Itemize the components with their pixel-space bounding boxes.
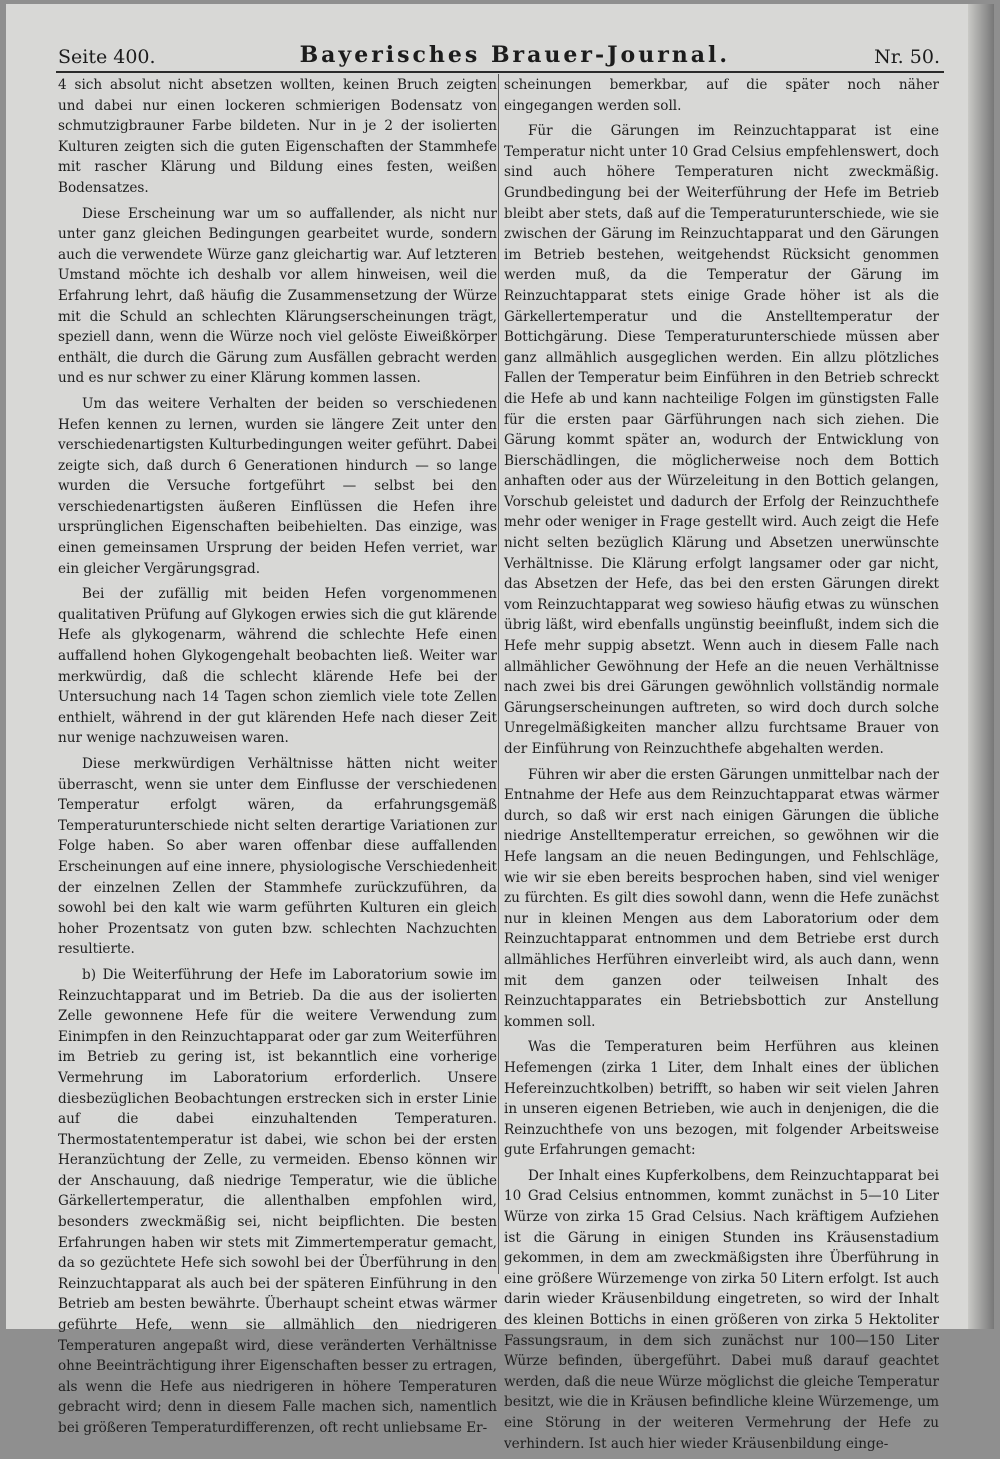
paragraph: Für die Gärungen im Reinzuchtapparat ist eine Temperatur nicht unter 10 Grad Celsius empfehlenswert, doch sind auch höhere Temperaturen nicht zweckmäßig. Grundbedingung bei der Weiterführung der Hefe im Betrieb bleibt aber stets, daß auf die Temperaturunterschiede, wie sie zwischen der Gärung im Reinzuchtapparat und den Gärungen im Betrieb bestehen, weitgehendst Rücksicht genommen werden muß, da die Temperatur der Gärung im Reinzuchtapparat stets einige Grade höher ist als die Gärkellertemperatur und die Anstelltemperatur der Bottichgärung. Diese Temperaturunterschiede müssen aber ganz allmählich ausgeglichen werden. Ein allzu plötzliches Fallen der Temperatur beim Einführen in den Betrieb schreckt die Hefe ab und kann nachteilige Folgen im günstigsten Falle für die ersten paar Gärführungen nach sich ziehen. Die Gärung kommt später an, wodurch der Entwicklung von Bierschädlingen, die möglicherweise noch dem Bottich anhaften oder aus der Würzeleitung in den Bottich gelangen, Vorschub geleistet und dadurch der Erfolg der Reinzuchthefe mehr oder weniger in Frage gestellt wird. Auch zeigt die Hefe nicht selten bezüglich Klärung und Absetzen unerwünschte Verhältnisse. Die Klärung erfolgt langsamer oder gar nicht, das Absetzen der Hefe, das bei den ersten Gärungen direkt vom Reinzuchtapparat weg sowieso häufig etwas zu wünschen übrig läßt, wird ebenfalls ungünstig beeinflußt, indem sich die Hefe mehr suppig absetzt. Wenn auch in diesem Falle nach allmählicher Gewöhnung der Hefe an die neuen Verhältnisse nach zwei bis drei Gärungen gewöhnlich vollständig normale Gärungserscheinungen auftreten, so wird doch durch solche Unregelmäßigkeiten mancher allzu furchtsame Brauer von der Einführung von Reinzuchthefe abgehalten werden. — [504, 123, 939, 757]
paragraph: Diese merkwürdigen Verhältnisse hätten nicht weiter überrascht, wenn sie unter dem Einflusse der verschiedenen Temperatur erfolgt wären, da erfahrungsgemäß Temperaturunterschiede nicht selten derartige Variationen zur Folge haben. So aber waren offenbar diese auffallenden Erscheinungen auf eine innere, physiologische Verschiedenheit der einzelnen Zellen der Stammhefe zurückzuführen, da sowohl bei den kalt wie warm geführten Kulturen ein gleich hoher Prozentsatz von guten bzw. schlechten Nachzuchten resultierte. — [58, 756, 497, 958]
paragraph: b) Die Weiterführung der Hefe im Laboratorium sowie im Reinzuchtapparat und im Betrieb. Da die aus der isolierten Zelle gewonnene Hefe für die weitere Verwendung zum Einimpfen in den Reinzuchtapparat oder gar zum Weiterführen im Betrieb zu gering ist, ist bekanntlich eine vorherige Vermehrung im Laboratorium erforderlich. Unsere diesbezüglichen Beobachtungen erstrecken sich in erster Linie auf die dabei einzuhaltenden Temperaturen. Thermostatentemperatur ist dabei, wie schon bei der ersten Heranzüchtung der Zelle, zu vermeiden. Ebenso können wir der Anschauung, daß niedrige Temperatur, wie die übliche Gärkellertemperatur, die allenthalben empfohlen wird, besonders zweckmäßig sei, nicht beipflichten. Die besten Erfahrungen haben wir stets mit Zimmertemperatur gemacht, da so gezüchtete Hefe sich sowohl bei der Überführung in den Reinzuchtapparat als auch bei der späteren Einführung in den Betrieb am besten bewährte. Überhaupt scheint etwas wärmer geführte Hefe, wenn sie allmählich den niedrigeren Temperaturen angepaßt wird, diese veränderten Verhältnisse ohne Beeinträchtigung ihrer Eigenschaften besser zu ertragen, als wenn die Hefe aus niedrigeren in höhere Temperaturen gebracht wird; denn in diesem Falle machen sich, namentlich bei größeren Temperaturdifferenzen, oft recht unliebsame Er- — [58, 966, 497, 1436]
paragraph: Um das weitere Verhalten der beiden so verschiedenen Hefen kennen zu lernen, wurden sie längere Zeit unter den verschiedenartigsten Kulturbedingungen weiter geführt. Dabei zeigte sich, daß durch 6 Generationen hindurch — so lange wurden die Versuche fortgeführt — selbst bei den verschiedenartigsten äußeren Einflüssen die Hefen ihre ursprünglichen Eigenschaften beibehielten. Das einzige, was einen gemeinsamen Ursprung der beiden Hefen verriet, war ein gleicher Vergärungsgrad. — [58, 395, 497, 577]
paragraph: Was die Temperaturen beim Herführen aus kleinen Hefemengen (zirka 1 Liter, dem Inhalt eines der üblichen Hefereinzuchtkolben) betrifft, so haben wir seit vielen Jahren in unseren eigenen Betrieben, wie auch in denjenigen, die die Reinzuchthefe von uns bezogen, mit folgender Arbeitsweise gute Erfahrungen gemacht: — [504, 1039, 939, 1159]
paragraph: Bei der zufällig mit beiden Hefen vorgenommenen qualitativen Prüfung auf Glykogen erwies sich die gut klärende Hefe als glykogenarm, während die schlechte Hefe einen auffallend hohen Glykogengehalt beobachten ließ. Weiter war merkwürdig, daß die schlecht klärende Hefe bei der Untersuchung nach 14 Tagen schon ziemlich viele tote Zellen enthielt, während in der gut klärenden Hefe nach dieser Zeit nur wenige nachzuweisen waren. — [58, 586, 497, 747]
page-header — [58, 34, 940, 68]
column-divider — [498, 74, 499, 1274]
right-column — [504, 75, 939, 1459]
journal-title: Bayerisches Brauer-Journal. — [299, 42, 731, 68]
paragraph: scheinungen bemerkbar, auf die später noch näher eingegangen werden soll. — [504, 77, 939, 114]
page-edge-shadow — [968, 4, 994, 1329]
header-rule — [56, 71, 944, 73]
paragraph: 4 sich absolut nicht absetzen wollten, keinen Bruch zeigten und dabei nur einen lockeren schmierigen Bodensatz von schmutzigbrauner Farbe bildeten. Nur in je 2 der isolierten Kulturen zeigten sich die guten Eigenschaften der Stammhefe mit rascher Klärung und Bildung eines festen, weißen Bodensatzes. — [58, 77, 497, 196]
left-column — [58, 75, 497, 1444]
newspaper-page — [6, 4, 994, 1452]
paragraph: Führen wir aber die ersten Gärungen unmittelbar nach der Entnahme der Hefe aus dem Reinzuchtapparat etwas wärmer durch, so daß wir erst nach einigen Gärungen die übliche niedrige Anstelltemperatur erreichen, so gewöhnen wir die Hefe langsam an die neuen Bedingungen, und Fehlschläge, wie wir sie eben bereits besprochen haben, sind viel weniger zu fürchten. Es gilt dies sowohl dann, wenn die Hefe zunächst nur in kleinen Mengen aus dem Laboratorium oder dem Reinzuchtapparat entnommen und dem Betriebe erst durch allmähliches Herführen einverleibt wird, als auch dann, wenn mit dem ganzen oder teilweisen Inhalt des Reinzuchtapparates ein Betriebsbottich zur Anstellung kommen soll. — [504, 766, 939, 1030]
issue-number: Nr. 50. — [874, 46, 940, 68]
paragraph: Diese Erscheinung war um so auffallender, als nicht nur unter ganz gleichen Bedingungen gearbeitet wurde, sondern auch die verwendete Würze ganz gleichartig war. Auf letzteren Umstand möchte ich deshalb vor allem hinweisen, weil die Erfahrung lehrt, daß häufig die Zusammensetzung der Würze mit die Schuld an schlechten Klärungserscheinungen trägt, speziell dann, wenn die Würze noch viel gelöste Eiweißkörper enthält, die durch die Gärung zum Ausfällen gebracht werden und es nur schwer zu einer Klärung kommen lassen. — [58, 205, 497, 387]
paragraph: Der Inhalt eines Kupferkolbens, dem Reinzuchtapparat bei 10 Grad Celsius entnommen, kommt zunächst in 5—10 Liter Würze von zirka 15 Grad Celsius. Nach kräftigem Aufziehen ist die Gärung in einigen Stunden ins Kräusenstadium gekommen, in dem am zweckmäßigsten ihre Überführung in eine größere Würzemenge von zirka 50 Litern erfolgt. Ist auch darin wieder Kräusenbildung eingetreten, so wird der Inhalt des kleinen Bottichs in einen größeren von zirka 5 Hektoliter Fassungsraum, in dem sich zunächst nur 100—150 Liter Würze befinden, übergeführt. Dabei muß darauf geachtet werden, daß die neue Würze möglichst die gleiche Temperatur besitzt, wie die in Kräusen befindliche kleine Würzemenge, um eine Störung in der weiteren Vermehrung der Hefe zu verhindern. Ist auch hier wieder Kräusenbildung einge- — [504, 1167, 939, 1452]
page-number: Seite 400. — [58, 46, 156, 68]
